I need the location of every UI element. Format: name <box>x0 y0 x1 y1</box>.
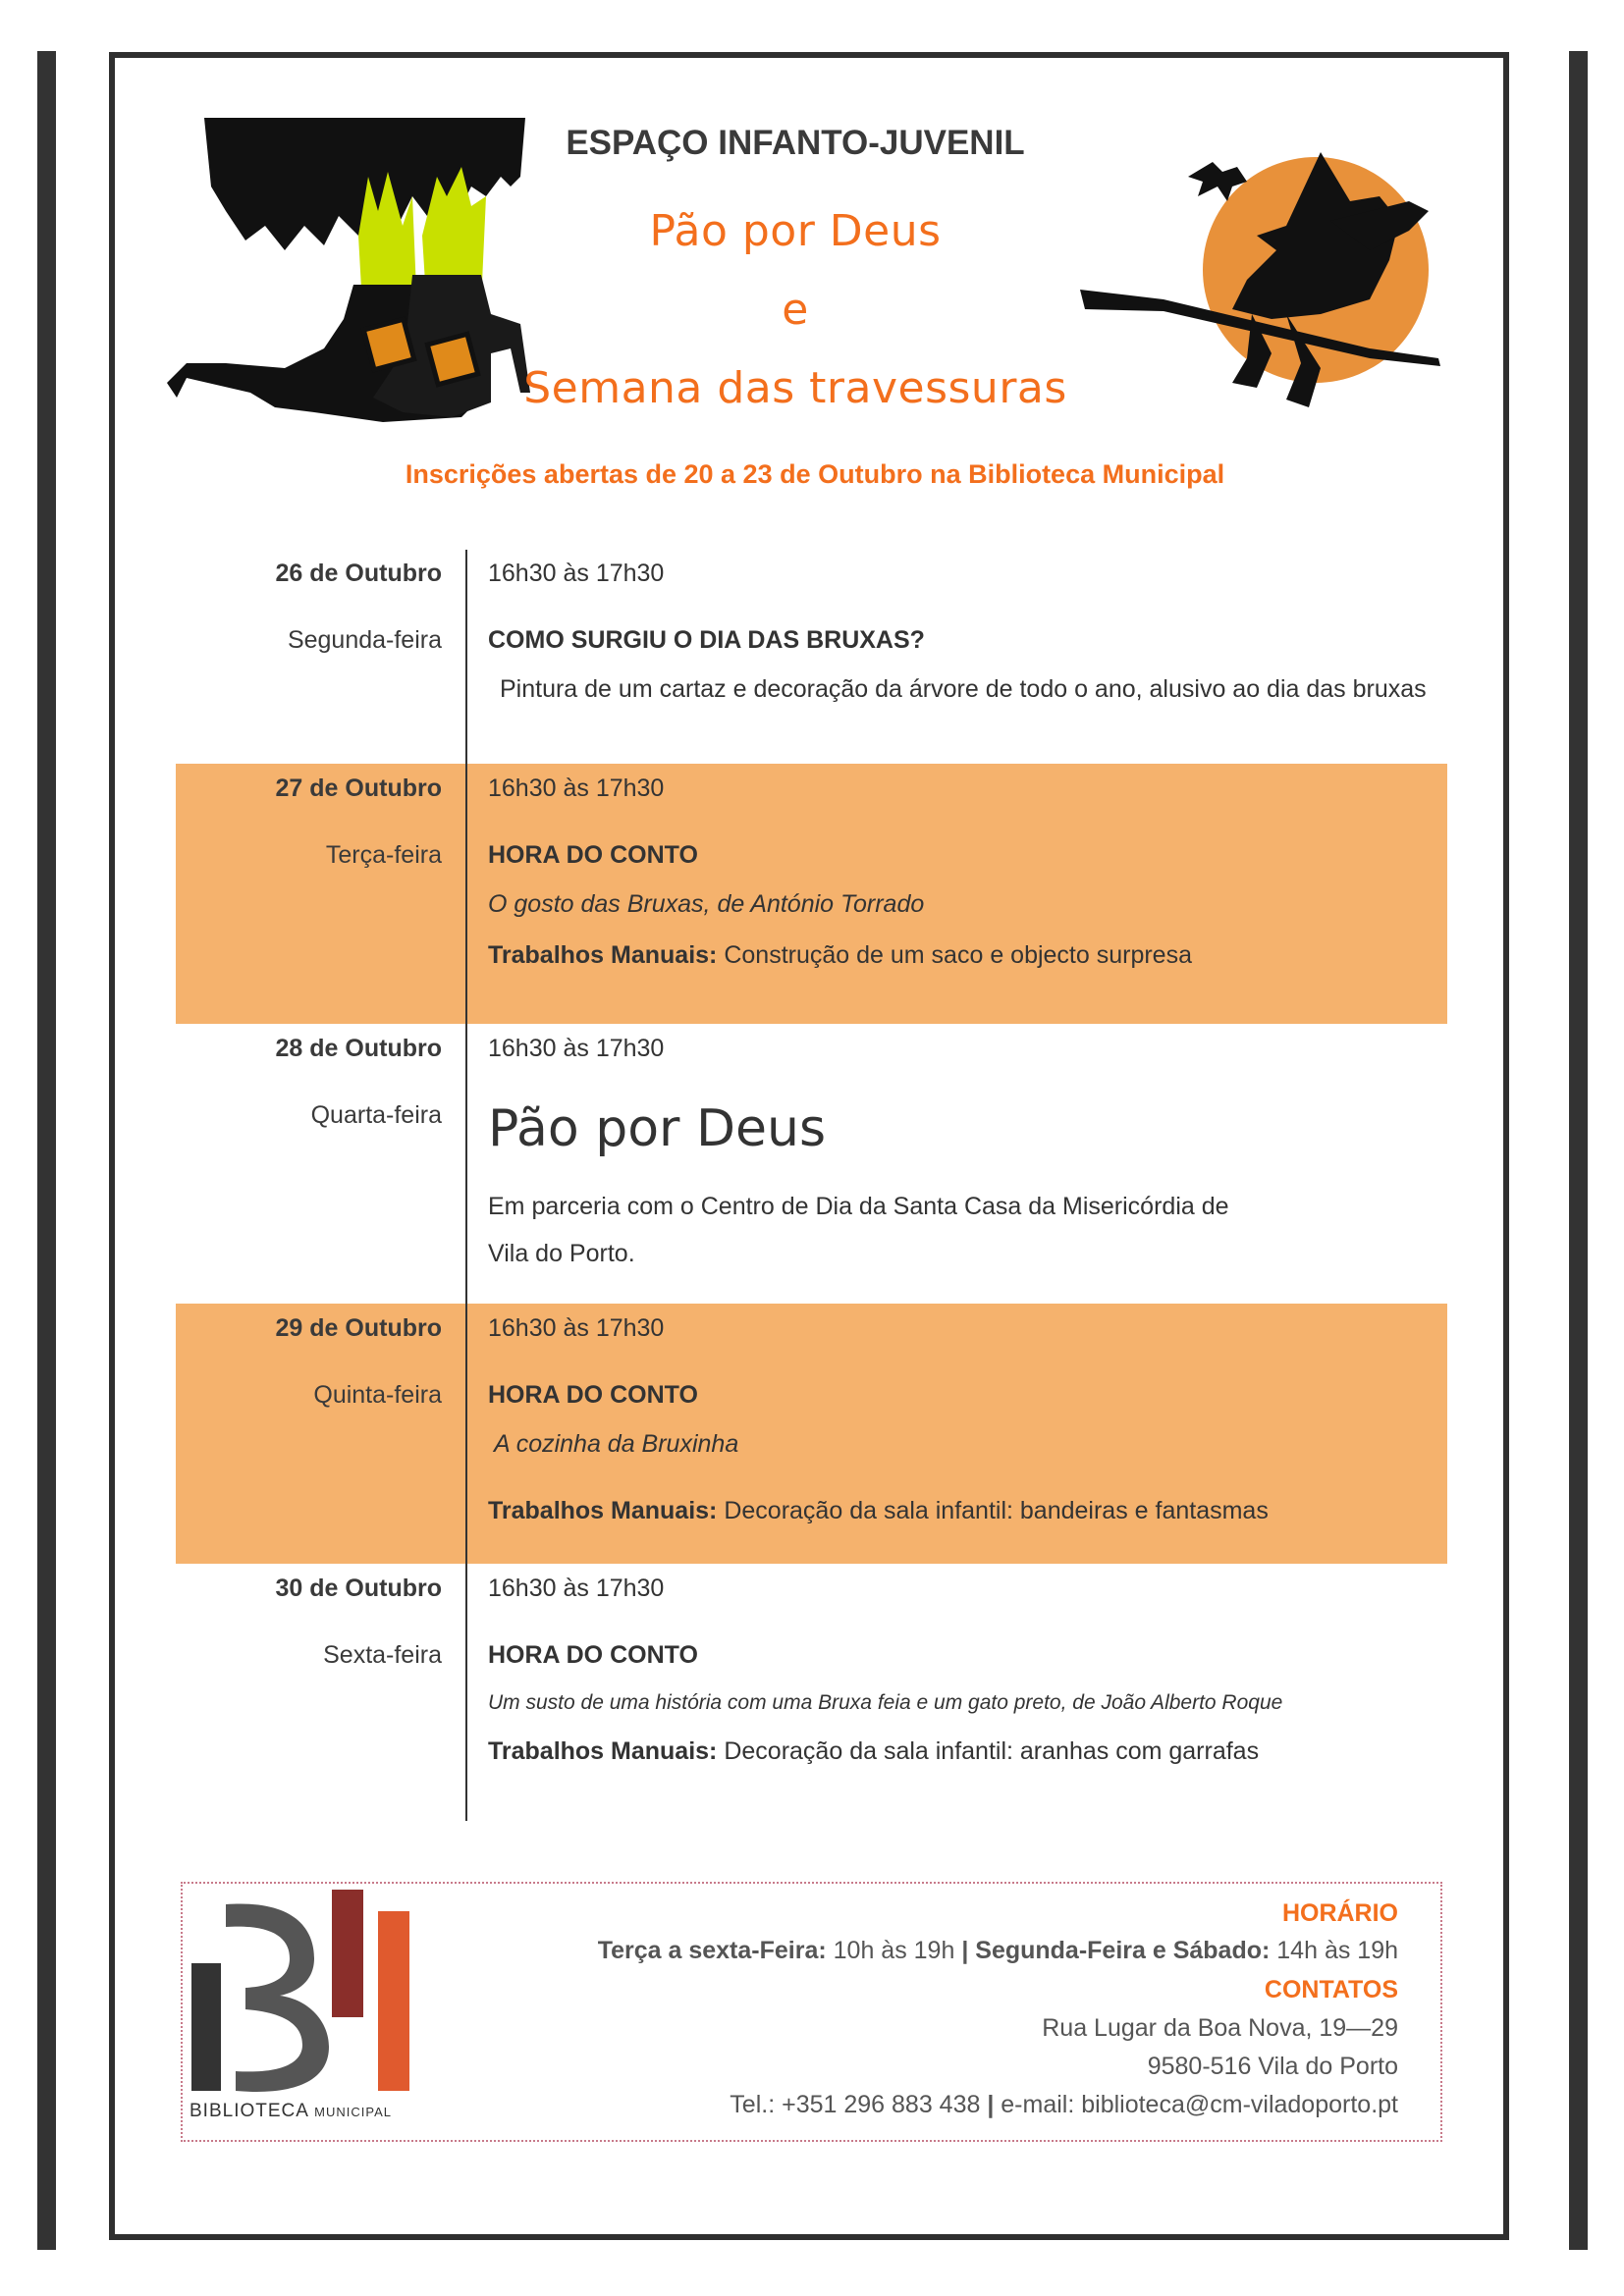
logo-text-main: BIBLIOTECA <box>189 2101 308 2121</box>
description-28-line1: Em parceria com o Centro de Dia da Santa Casa da Misericórdia de <box>488 1193 1229 1220</box>
crafts-label-30: Trabalhos Manuais: <box>488 1737 718 1765</box>
schedule-divider <box>465 550 467 1821</box>
hours-separator: | <box>961 1937 969 1964</box>
heading-27: HORA DO CONTO <box>488 841 698 869</box>
hours-line <box>598 1937 1398 1965</box>
event-title-line1: Pão por Deus <box>649 206 942 256</box>
crafts-29 <box>488 1497 1269 1525</box>
logo-text <box>189 2101 392 2122</box>
crafts-27 <box>488 941 1192 970</box>
crafts-30 <box>488 1737 1259 1766</box>
weekday-26: Segunda-feira <box>287 626 442 654</box>
email-link[interactable]: e-mail: biblioteca@cm-viladoporto.pt <box>1001 2091 1398 2118</box>
date-27: 27 de Outubro <box>275 774 442 802</box>
telephone: Tel.: +351 296 883 438 <box>730 2091 981 2118</box>
hours-value-1: 10h às 19h <box>833 1937 955 1964</box>
horario-title: HORÁRIO <box>1281 1899 1398 1927</box>
contact-line <box>730 2091 1398 2119</box>
date-29: 29 de Outubro <box>275 1314 442 1342</box>
event-title-line3: Semana das travessuras <box>523 363 1067 413</box>
heading-28: Pão por Deus <box>488 1099 827 1158</box>
left-sidebar-bar <box>37 51 56 2250</box>
heading-26: COMO SURGIU O DIA DAS BRUXAS? <box>488 626 925 654</box>
time-29: 16h30 às 17h30 <box>488 1314 665 1342</box>
story-27: O gosto das Bruxas, de António Torrado <box>488 890 925 918</box>
story-29: A cozinha da Bruxinha <box>494 1430 739 1458</box>
weekday-28: Quarta-feira <box>310 1101 442 1129</box>
crafts-text-30: Decoração da sala infantil: aranhas com garrafas <box>724 1737 1260 1765</box>
crafts-text-29: Decoração da sala infantil: bandeiras e fantasmas <box>724 1497 1269 1524</box>
hours-value-2: 14h às 19h <box>1276 1937 1398 1964</box>
time-26: 16h30 às 17h30 <box>488 560 665 587</box>
biblioteca-logo-icon <box>187 1890 422 2096</box>
crafts-label-27: Trabalhos Manuais: <box>488 941 718 969</box>
weekday-29: Quinta-feira <box>313 1381 442 1409</box>
address-line1: Rua Lugar da Boa Nova, 19—29 <box>1042 2014 1398 2042</box>
hours-label-1: Terça a sexta-Feira: <box>597 1937 827 1964</box>
contact-separator: | <box>987 2091 995 2118</box>
hours-label-2: Segunda-Feira e Sábado: <box>975 1937 1271 1964</box>
weekday-30: Sexta-feira <box>323 1641 442 1669</box>
description-26: Pintura de um cartaz e decoração da árvore de todo o ano, alusivo ao dia das bruxas <box>500 675 1427 703</box>
time-30: 16h30 às 17h30 <box>488 1575 665 1602</box>
story-30: Um susto de uma história com uma Bruxa feia e um gato preto, de João Alberto Roque <box>488 1691 1283 1714</box>
date-30: 30 de Outubro <box>275 1575 442 1602</box>
time-28: 16h30 às 17h30 <box>488 1035 665 1062</box>
right-sidebar-bar <box>1569 51 1588 2250</box>
contatos-title: CONTATOS <box>1264 1976 1398 2003</box>
weekday-27: Terça-feira <box>325 841 442 869</box>
page-title: ESPAÇO INFANTO-JUVENIL <box>566 124 1025 162</box>
date-28: 28 de Outubro <box>275 1035 442 1062</box>
heading-30: HORA DO CONTO <box>488 1641 698 1669</box>
date-26: 26 de Outubro <box>275 560 442 587</box>
description-28-line2: Vila do Porto. <box>488 1240 635 1267</box>
address-line2: 9580-516 Vila do Porto <box>1147 2053 1398 2080</box>
heading-29: HORA DO CONTO <box>488 1381 698 1409</box>
registration-notice: Inscrições abertas de 20 a 23 de Outubro na Biblioteca Municipal <box>405 459 1225 489</box>
crafts-label-29: Trabalhos Manuais: <box>488 1497 718 1524</box>
time-27: 16h30 às 17h30 <box>488 774 665 802</box>
crafts-text-27: Construção de um saco e objecto surpresa <box>724 941 1192 969</box>
event-title-line2: e <box>782 285 809 335</box>
logo-text-sub: MUNICIPAL <box>314 2105 392 2119</box>
